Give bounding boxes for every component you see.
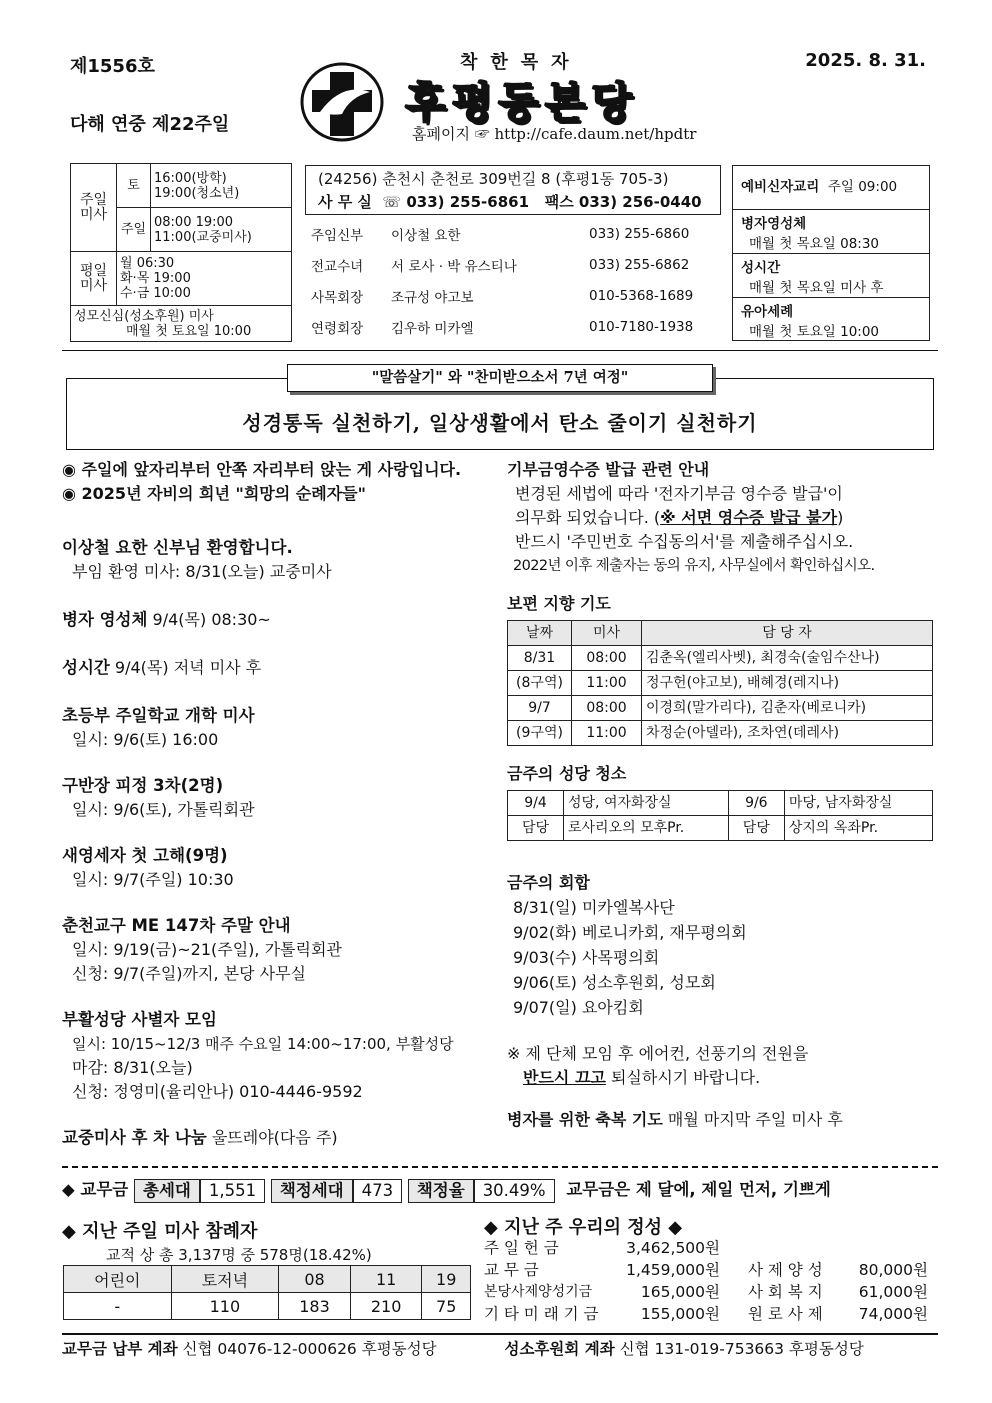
tea-detail: 울뜨레야(다음 주) — [206, 1128, 338, 1147]
receipt-text: 반드시 '주민번호 수집동의서'를 제출해주십시오. — [515, 532, 854, 551]
fixed-value: 473 — [353, 1179, 403, 1203]
total-label: 총세대 — [134, 1179, 200, 1203]
address-box — [305, 165, 721, 215]
issue-date: 2025. 8. 31. — [805, 50, 926, 71]
schedule-item: 유아세례 매월 첫 토요일 10:00 — [741, 304, 880, 340]
communion-detail: 9/4(목) 08:30~ — [147, 610, 271, 629]
tea-title: 교중미사 후 차 나눔 — [62, 1128, 207, 1147]
schedule-item: 성시간 매월 첫 목요일 미사 후 — [733, 254, 929, 298]
note: 반드시 끄고 퇴실하시기 바랍니다. — [523, 1068, 761, 1087]
sick-prayer-title: 병자를 위한 축복 기도 — [507, 1110, 663, 1129]
tithe-label: ◆ 교무금 — [62, 1180, 129, 1199]
fax: 팩스 033) 256-0440 — [544, 193, 702, 211]
schedule-item: 병자영성체 매월 첫 목요일 08:30 — [733, 210, 929, 254]
account1-label: 교무금 납부 계좌 — [62, 1340, 178, 1358]
welcome-detail: 부임 환영 미사: 8/31(오늘) 교중미사 — [72, 562, 332, 581]
schedule-box — [732, 165, 930, 341]
left-column — [62, 458, 502, 1150]
offering-row: 주 일 헌 금 3,462,500원 — [484, 1239, 720, 1257]
staff-row: 전교수녀 서 로사 · 박 유스티나 033) 255-6862 — [311, 256, 690, 275]
picnic-title: 구반장 피정 3차(2명) — [62, 776, 224, 795]
saturday-times: 16:00(방학) 19:00(청소년) — [151, 164, 292, 208]
attendance-title: ◆ 지난 주일 미사 참례자 — [62, 1221, 258, 1242]
saturday-label: 토 — [117, 164, 151, 208]
sunday-label: 주일 — [117, 208, 151, 252]
picnic-detail: 일시: 9/6(토), 가톨릭회관 — [72, 800, 255, 819]
meetings-title: 금주의 회합 — [507, 873, 590, 892]
fixed-label: 책정세대 — [271, 1179, 353, 1203]
bullet: ◉ 2025년 자비의 희년 "희망의 순례자들" — [62, 484, 366, 503]
list-item: 9/03(수) 사목평의회 — [513, 948, 660, 967]
prayer-table: 날짜 미사 담 당 자 8/31 08:00 김춘옥(엘리사벳), 최경숙(술임수산나) (8구역) 11:00 정구헌(야고보), 배혜경(레지나) 9/7 08:00 이경희(말가리다), 김춘자(베로니카) (9구역) 11:00 차정순(아델라), 조차연(데레사) — [507, 620, 933, 746]
divider — [62, 350, 938, 351]
theme-title: "말씀살기" 와 "찬미받으소서 7년 여정" — [287, 364, 713, 392]
offering-list — [484, 1237, 936, 1325]
right-column — [507, 458, 937, 1132]
list-item: 9/07(일) 요아킴회 — [513, 998, 644, 1017]
list-item: 9/02(화) 베로니카회, 재무평의회 — [513, 923, 747, 942]
offering-row: 본당사제양성기금 165,000원 사 회 복 지 61,000원 — [484, 1283, 928, 1301]
parish-name: 후평동본당 — [405, 78, 638, 127]
account2-label: 성소후원회 계좌 — [504, 1340, 615, 1358]
me-title: 춘천교구 ME 147차 주말 안내 — [62, 916, 291, 935]
staff-row: 연령회장 김우하 미카엘 010-7180-1938 — [311, 318, 694, 337]
prayer-title: 보편 지향 기도 — [507, 594, 611, 613]
receipt-text: 2022년 이후 제출자는 동의 유지, 사무실에서 확인하십시오. — [513, 558, 875, 574]
office-phone: ☏ 033) 255-6861 — [382, 193, 530, 211]
me-detail: 신청: 9/7(주일)까지, 본당 사무실 — [72, 964, 306, 983]
weekday-times: 월 06:30 화·목 19:00 수·금 10:00 — [117, 252, 292, 306]
attendance-table: 어린이 토저녁 08 11 19 - 110 183 210 75 — [63, 1265, 471, 1320]
receipt-text: 변경된 세법에 따라 '전자기부금 영수증 발급'이 — [515, 484, 843, 503]
holyhour-detail: 9/4(목) 저녁 미사 후 — [109, 658, 262, 677]
rate-value: 30.49% — [474, 1179, 555, 1203]
bereaved-title: 부활성당 사별자 모임 — [62, 1010, 217, 1029]
list-item: 9/06(토) 성소후원회, 성모회 — [513, 973, 716, 992]
tithe-motto: 교무금은 제 달에, 제일 먼저, 기쁘게 — [566, 1180, 831, 1199]
issue-number: 제1556호 — [70, 56, 155, 77]
sunday-mass-label: 주일미사 — [71, 164, 117, 252]
receipt-title: 기부금영수증 발급 관련 안내 — [507, 460, 710, 479]
sunday-times: 08:00 19:00 11:00(교중미사) — [151, 208, 292, 252]
me-detail: 일시: 9/19(금)~21(주일), 가톨릭회관 — [72, 940, 342, 959]
footer — [62, 1333, 938, 1359]
school-title: 초등부 주일학교 개학 미사 — [62, 706, 255, 725]
sick-prayer-detail: 매월 마지막 주일 미사 후 — [662, 1110, 843, 1129]
bereaved-detail: 마감: 8/31(오늘) — [72, 1058, 193, 1077]
holyhour-title: 성시간 — [62, 658, 110, 677]
parish-logo — [300, 62, 385, 142]
cleaning-title: 금주의 성당 청소 — [507, 764, 627, 783]
divider — [62, 1166, 938, 1168]
school-detail: 일시: 9/6(토) 16:00 — [72, 730, 219, 749]
cleaning-table: 9/4 성당, 여자화장실 9/6 마당, 남자화장실 담당 로사리오의 모후Pr. 담당 상지의 옥좌Pr. — [507, 790, 933, 841]
bereaved-detail: 일시: 10/15~12/3 매주 수요일 14:00~17:00, 부활성당 — [72, 1035, 454, 1053]
homepage-label: 홈페이지 ☞ — [412, 125, 495, 143]
staff-row: 주임신부 이상철 요한 033) 255-6860 — [311, 225, 690, 244]
special-mass: 성모신심(성소후원) 미사 매월 첫 토요일 10:00 — [71, 306, 292, 342]
liturgical-season: 다해 연중 제22주일 — [70, 114, 230, 135]
bereaved-detail: 신청: 정영미(율리안나) 010-4446-9592 — [72, 1082, 363, 1101]
homepage — [412, 123, 696, 144]
address: (24256) 춘천시 춘천로 309번길 8 (후평1동 705-3) — [318, 170, 669, 188]
account2: 신협 131-019-753663 후평동성당 — [614, 1340, 864, 1358]
note: ※ 제 단체 모임 후 에어컨, 선풍기의 전원을 — [507, 1044, 809, 1063]
communion-title: 병자 영성체 — [62, 610, 148, 629]
mass-times-table — [70, 163, 292, 342]
offering-title: ◆ 지난 주 우리의 정성 ◆ — [484, 1217, 683, 1238]
meetings-list — [507, 895, 937, 1020]
homepage-link[interactable]: http://cafe.daum.net/hpdtr — [494, 125, 697, 143]
list-item: 8/31(일) 미카엘복사단 — [513, 898, 675, 917]
rate-label: 책정율 — [408, 1179, 474, 1203]
account1: 신협 04076-12-000626 후평동성당 — [177, 1340, 437, 1358]
staff-list — [305, 218, 721, 342]
offering-row: 기 타 미 래 기 금 155,000원 원 로 사 제 74,000원 — [484, 1305, 928, 1323]
schedule-item: 예비신자교리 주일 09:00 — [733, 166, 929, 210]
confession-detail: 일시: 9/7(주일) 10:30 — [72, 870, 234, 889]
slogan: 착한목자 — [460, 52, 582, 73]
bullet: ◉ 주일에 앞자리부터 안쪽 자리부터 앉는 게 사랑입니다. — [62, 460, 462, 479]
attendance-summary: 교적 상 총 3,137명 중 578명(18.42%) — [106, 1246, 372, 1264]
receipt-text: 의무화 되었습니다. (※ 서면 영수증 발급 불가) — [515, 508, 844, 527]
staff-row: 사목회장 조규성 야고보 010-5368-1689 — [311, 287, 694, 306]
welcome-title: 이상철 요한 신부님 환영합니다. — [62, 538, 293, 557]
confession-title: 새영세자 첫 고해(9명) — [62, 846, 228, 865]
total-value: 1,551 — [200, 1179, 265, 1203]
theme-main: 성경통독 실천하기, 일상생활에서 탄소 줄이기 실천하기 — [242, 411, 758, 435]
offering-row: 교 무 금 1,459,000원 사 제 양 성 80,000원 — [484, 1261, 928, 1279]
weekday-mass-label: 평일미사 — [71, 252, 117, 306]
tithe-bar — [62, 1176, 938, 1202]
office-label: 사 무 실 — [318, 193, 372, 211]
